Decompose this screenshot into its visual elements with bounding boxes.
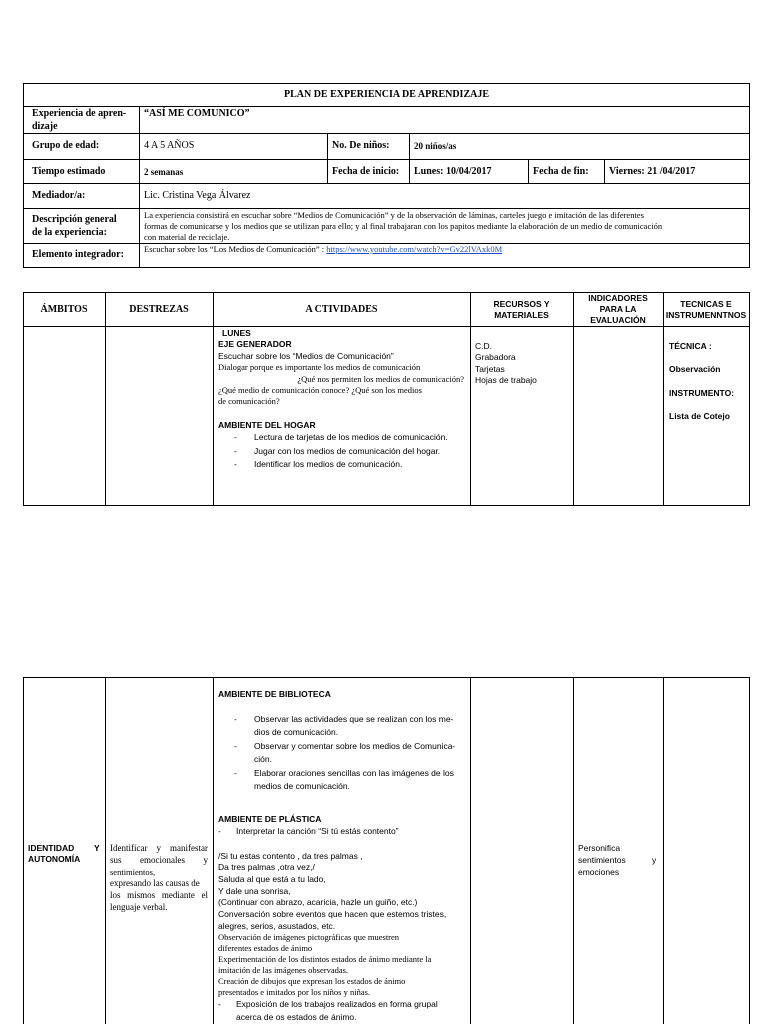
song-line: Saluda al que está a tu lado, (218, 874, 326, 884)
ambito-label: IDENTIDAD (28, 843, 75, 853)
header-indicadores: INDICADORES (588, 293, 648, 303)
header-ambitos: ÁMBITOS (40, 304, 88, 315)
eje-generador: EJE GENERADOR (218, 339, 292, 349)
ambito-label-cont: AUTONOMÍA (28, 854, 81, 864)
activity-line: Conversación sobre eventos que hacen que estemos tristes, (218, 909, 447, 919)
activity-line: de comunicación? (218, 396, 280, 406)
list-item: - Jugar con los medios de comunicación del hogar. (234, 446, 441, 456)
activity-line: ¿Qué nos permiten los medios de comunicación? (297, 374, 464, 384)
descripcion-label-cont: de la experiencia: (32, 227, 107, 238)
list-item: - Elaborar oraciones sencillas con las imágenes de los (234, 768, 454, 778)
experiencia-label: Experiencia de apren- (32, 108, 127, 119)
integrador-description: Escuchar sobre los “Los Medios de Comunicación” : (144, 244, 327, 254)
ambito-label-y: Y (94, 843, 100, 853)
integrador-label: Elemento integrador: (32, 249, 124, 260)
header-actividades: A CTIVIDADES (305, 304, 378, 315)
grupo-label: Grupo de edad: (32, 140, 100, 151)
instrumento-value: Lista de Cotejo (669, 411, 730, 421)
header-recursos-cont: MATERIALES (494, 310, 549, 320)
activity-line: Observación de imágenes pictográficas que muestren (218, 932, 400, 942)
list-item-cont: medios de comunicación. (254, 781, 350, 791)
activity-line: Dialogar porque es importante los medios de comunicación (218, 362, 421, 372)
ninos-value: 20 niños/as (414, 141, 457, 151)
list-item: - Exposición de los trabajos realizados en forma grupal (218, 999, 438, 1009)
descripcion-line: con material de reciclaje. (144, 232, 230, 242)
resource-item: Tarjetas (475, 364, 505, 374)
integrador-text (144, 244, 502, 254)
activity-line: imitación de las imágenes observadas. (218, 965, 349, 975)
header-tecnicas: TECNICAS E (680, 299, 732, 309)
descripcion-line: formas de comunicarse y los medios que se utilizan para ello; y al final trabajaran con los papitos mediante la elaboración de un medio de comunicación (144, 221, 663, 231)
experiencia-label-cont: dizaje (32, 121, 58, 132)
indicador-line-y: y (652, 855, 657, 865)
indicador-line: sentimientos (578, 855, 626, 865)
ninos-label: No. De niños: (332, 140, 390, 151)
tiempo-value: 2 semanas (144, 167, 184, 177)
activity-line: Escuchar sobre los “Medios de Comunicación” (218, 351, 394, 361)
header-recursos: RECURSOS Y (493, 299, 550, 309)
resource-item: Hojas de trabajo (475, 375, 537, 385)
activity-line: Creación de dibujos que expresan los estados de ánimo (218, 976, 406, 986)
resource-item: C.D. (475, 341, 492, 351)
activity-line: Experimentación de los distintos estados de ánimo mediante la (218, 954, 432, 964)
day-label: LUNES (222, 328, 251, 338)
destreza-line: sus emocionales y (110, 855, 208, 865)
grupo-value: 4 A 5 AÑOS (144, 140, 195, 151)
song-line: Y dale una sonrisa, (218, 886, 291, 896)
tiempo-label: Tiempo estimado (32, 166, 106, 177)
song-line: /Si tu estas contento , da tres palmas , (218, 851, 363, 861)
list-item-cont: ción. (254, 754, 272, 764)
header-destrezas: DESTREZAS (129, 304, 189, 315)
tecnica-label: TÉCNICA : (669, 341, 712, 351)
indicador-line: emociones (578, 867, 620, 877)
list-item: - Observar y comentar sobre los medios de Comunica- (234, 741, 456, 751)
list-item-cont: dios de comunicación. (254, 727, 339, 737)
destreza-line: lenguaje verbal. (110, 902, 168, 912)
indicador-line: Personifica (578, 843, 621, 853)
activity-line: diferentes estados de ánimo (218, 943, 313, 953)
tecnica-value: Observación (669, 364, 721, 374)
plan-title: PLAN DE EXPERIENCIA DE APRENDIZAJE (283, 89, 490, 100)
ambiente-plastica: AMBIENTE DE PLÁSTICA (218, 814, 322, 824)
descripcion-label: Descripción general (32, 214, 117, 225)
mediador-label: Mediador/a: (32, 190, 86, 201)
descripcion-line: La experiencia consistirá en escuchar sobre “Medios de Comunicación” y de la observación de láminas, carteles juego e imitación de las diferentes (144, 210, 644, 220)
list-item: - Identificar los medios de comunicación. (234, 459, 403, 469)
inicio-label: Fecha de inicio: (332, 166, 400, 177)
destreza-line: expresando las causas de (110, 878, 200, 888)
activity-line: presentados e imitados por los niños y niñas. (218, 987, 371, 997)
activity-line: - Interpretar la canción “Si tú estás contento” (218, 826, 399, 836)
instrumento-label: INSTRUMENTO: (669, 388, 735, 398)
inicio-value: Lunes: 10/04/2017 (414, 166, 492, 177)
header-tecnicas-cont: INSTRUMENNTNOS (665, 310, 747, 320)
activity-line: ¿Qué medio de comunicación conoce? ¿Qué son los medios (218, 385, 422, 395)
resource-item: Grabadora (475, 352, 516, 362)
ambiente-biblioteca: AMBIENTE DE BIBLIOTECA (218, 689, 331, 699)
song-line: Da tres palmas ,otra vez,/ (218, 862, 315, 872)
destreza-line: sentimientos, (110, 867, 156, 877)
mediador-value: Lic. Cristina Vega Álvarez (144, 190, 251, 201)
fin-label: Fecha de fin: (533, 166, 589, 177)
activity-line: alegres, serios, asustados, etc. (218, 921, 336, 931)
fin-value: Viernes: 21 /04/2017 (609, 166, 696, 177)
destreza-line: los mismos mediante el (110, 890, 208, 900)
song-line: (Continuar con abrazo, acaricia, hazle un guiño, etc.) (218, 897, 418, 907)
video-link[interactable]: https://www.youtube.com/watch?v=Gv22lVAxk0M (326, 244, 503, 254)
list-item-cont: acerca de os estados de ánimo. (236, 1012, 357, 1022)
destreza-line: Identificar y manifestar (110, 843, 208, 853)
header-indicadores-cont: PARA LA (599, 304, 637, 314)
header-indicadores-cont: EVALUACIÓN (590, 315, 646, 325)
experiencia-value: “ASÍ ME COMUNICO” (144, 108, 250, 119)
ambiente-hogar: AMBIENTE DEL HOGAR (218, 420, 316, 430)
list-item: - Observar las actividades que se realizan con los me- (234, 714, 454, 724)
list-item: - Lectura de tarjetas de los medios de comunicación. (234, 432, 448, 442)
